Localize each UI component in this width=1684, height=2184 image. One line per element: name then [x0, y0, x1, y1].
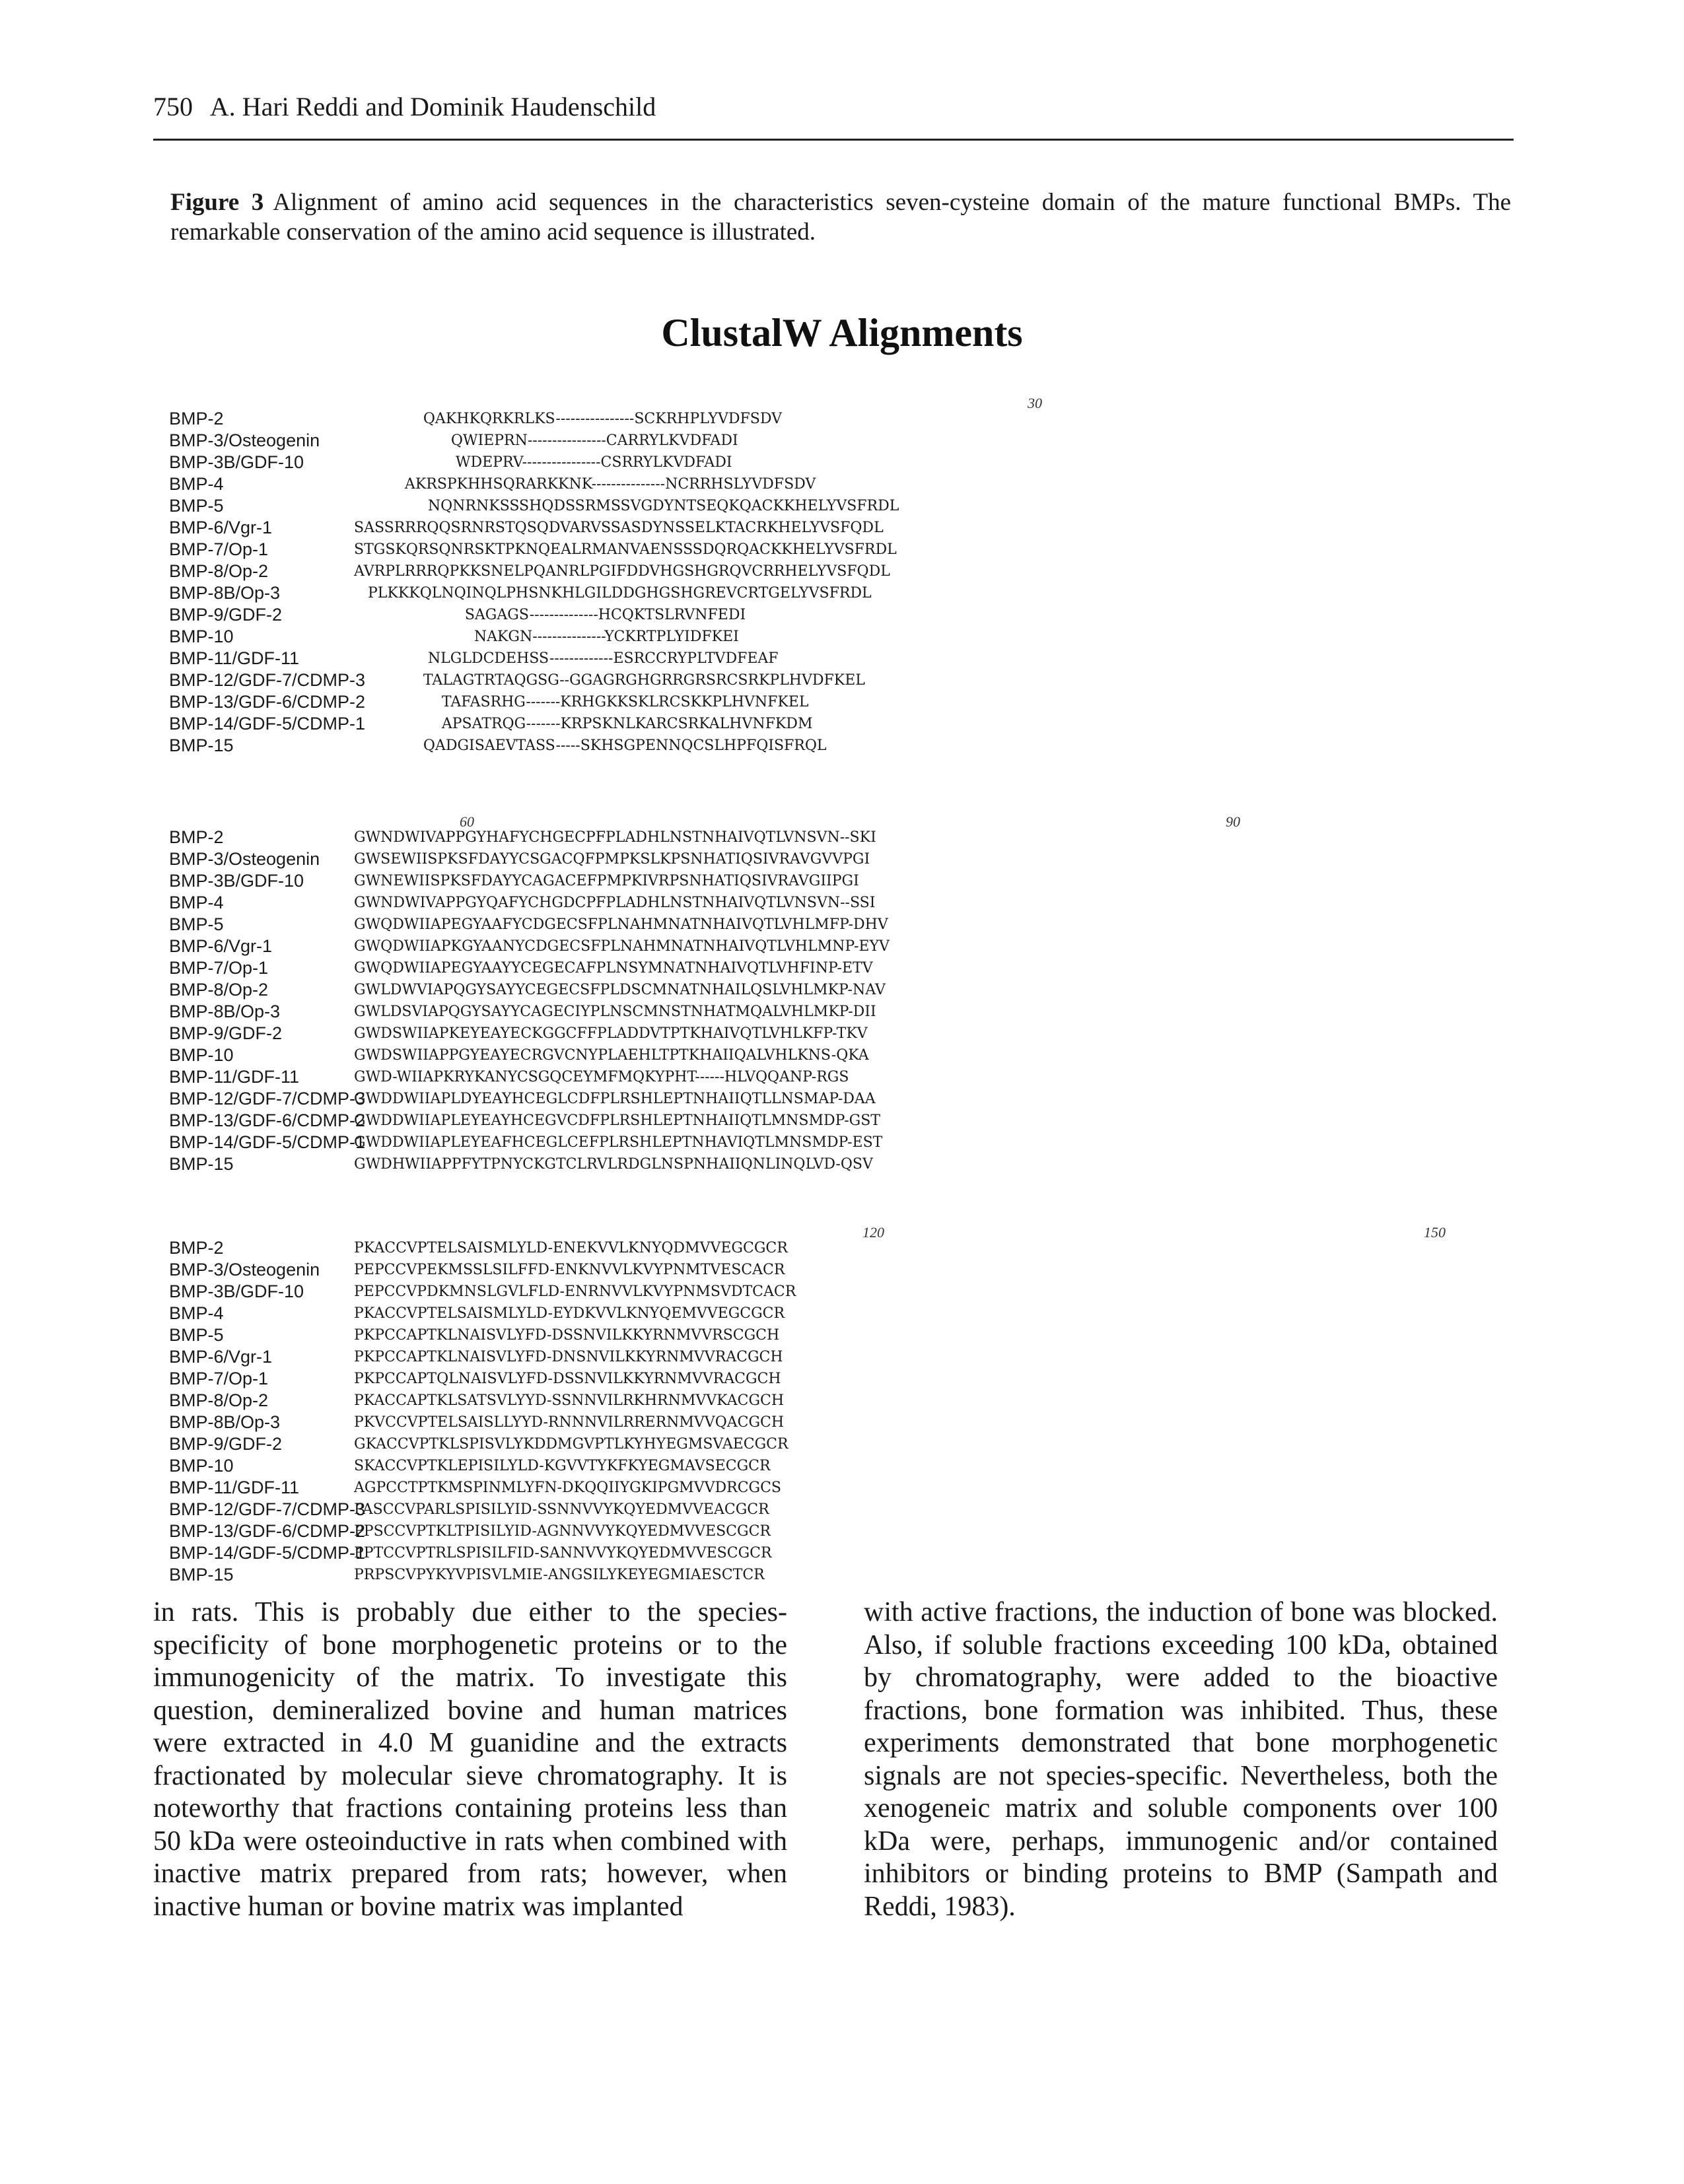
sequence-name: BMP-8B/Op-3	[169, 1002, 281, 1021]
sequence-name: BMP-13/GDF-6/CDMP-2	[169, 1521, 366, 1541]
sequence-name: BMP-4	[169, 474, 224, 494]
sequence-name: BMP-12/GDF-7/CDMP-3	[169, 670, 366, 690]
position-marker: 150	[1424, 1224, 1446, 1241]
sequence-row: GWNDWIVAPPGYHAFYCHGECPFPLADHLNSTNHAIVQTLVNSVN--SKI	[354, 829, 876, 846]
sequence-row: GWNEWIISPKSFDAYYCAGACEFPMPKIVRPSNHATIQSIVRAVGIIPGI	[354, 873, 859, 889]
sequence-name: BMP-5	[169, 914, 224, 934]
sequence-row: GWDDWIIAPLDYEAYHCEGLCDFPLRSHLEPTNHAIIQTLLNSMAP-DAA	[354, 1091, 876, 1107]
sequence-name: BMP-13/GDF-6/CDMP-2	[169, 692, 366, 712]
sequence-row: AGPCCTPTKMSPINMLYFN-DKQQIIYGKIPGMVVDRCGCS	[354, 1480, 782, 1496]
sequence-name: BMP-7/Op-1	[169, 1369, 269, 1388]
running-head-authors: A. Hari Reddi and Dominik Haudenschild	[209, 92, 656, 121]
sequence-name: BMP-5	[169, 496, 224, 516]
sequence-name: BMP-8/Op-2	[169, 561, 269, 581]
sequence-name: BMP-8B/Op-3	[169, 1412, 281, 1432]
position-marker: 120	[862, 1224, 884, 1241]
sequence-name: BMP-11/GDF-11	[169, 1067, 300, 1087]
sequence-row: TALAGTRTAQGSG--GGAGRGHGRRGRSRCSRKPLHVDFKEL	[354, 672, 865, 689]
sequence-row: PPTCCVPTRLSPISILFID-SANNVVYKQYEDMVVESCGCR	[354, 1545, 772, 1561]
sequence-row: QADGISAEVTASS-----SKHSGPENNQCSLHPFQISFRQL	[354, 737, 827, 754]
sequence-row: WDEPRV----------------CSRRYLKVDFADI	[354, 454, 732, 471]
sequence-name: BMP-9/GDF-2	[169, 1434, 283, 1454]
sequence-row: SAGAGS--------------HCQKTSLRVNFEDI	[354, 607, 746, 623]
sequence-row: AVRPLRRRQPKKSNELPQANRLPGIFDDVHGSHGRQVCRRHELYVSFQDL	[354, 563, 890, 580]
position-marker: 60	[460, 813, 474, 830]
sequence-name: BMP-8/Op-2	[169, 1390, 269, 1410]
sequence-row: PKPCCAPTKLNAISVLYFD-DSSNVILKKYRNMVVRSCGCH	[354, 1327, 780, 1344]
sequence-row: GWDDWIIAPLEYEAFHCEGLCEFPLRSHLEPTNHAVIQTLMNSMDP-EST	[354, 1134, 883, 1151]
body-text-right: with active fractions, the induction of bone was blocked. Also, if soluble fractions exceeding 100 kDa, obtained by chromatography, were added to the bioactive fractions, bone formation was inhibited. Thus, these experiments demonstrated that bone morphogenetic signals are not species-specific. Nevertheless, both the xenogeneic matrix and soluble components over 100 kDa were, perhaps, immunogenic and/or contained inhibitors or binding proteins to BMP (Sampath and Reddi, 1983).	[864, 1597, 1498, 1922]
sequence-row: QWIEPRN----------------CARRYLKVDFADI	[354, 432, 738, 449]
sequence-name: BMP-7/Op-1	[169, 958, 269, 978]
position-marker: 90	[1226, 813, 1240, 830]
sequence-rows	[354, 408, 899, 757]
sequence-name: BMP-2	[169, 1238, 224, 1258]
sequence-row: GWNDWIVAPPGYQAFYCHGDCPFPLADHLNSTNHAIVQTLVNSVN--SSI	[354, 895, 876, 911]
sequence-row: SASSRRRQQSRNRSTQSQDVARVSSASDYNSSELKTACRKHELYVSFQDL	[354, 520, 884, 536]
sequence-name: BMP-11/GDF-11	[169, 1478, 300, 1497]
sequence-row: QAKHKQRKRLKS----------------SCKRHPLYVDFSDV	[354, 411, 782, 427]
sequence-row: PPSCCVPTKLTPISILYID-AGNNVVYKQYEDMVVESCGCR	[354, 1523, 771, 1540]
sequence-name: BMP-5	[169, 1325, 224, 1345]
sequence-name: BMP-9/GDF-2	[169, 605, 283, 625]
sequence-row: GWDDWIIAPLEYEAYHCEGVCDFPLRSHLEPTNHAIIQTLMNSMDP-GST	[354, 1112, 880, 1129]
sequence-rows	[354, 1237, 796, 1586]
sequence-name: BMP-15	[169, 1565, 234, 1585]
sequence-row: GWLDSVIAPQGYSAYYCAGECIYPLNSCMNSTNHATMQALVHLMKP-DII	[354, 1004, 876, 1020]
sequence-name: BMP-14/GDF-5/CDMP-1	[169, 1543, 366, 1563]
alignment-block-1	[169, 395, 1516, 778]
sequence-row: TAFASRHG-------KRHGKKSKLRCSKKPLHVNFKEL	[354, 694, 809, 710]
sequence-row: PKACCVPTELSAISMLYLD-ENEKVVLKNYQDMVVEGCGCR	[354, 1240, 788, 1256]
sequence-row: NLGLDCDEHSS-------------ESRCCRYPLTVDFEAF	[354, 650, 779, 667]
sequence-name: BMP-3/Osteogenin	[169, 430, 320, 450]
sequence-row: GWLDWVIAPQGYSAYYCEGECSFPLDSCMNATNHAILQSLVHLMKP-NAV	[354, 982, 886, 998]
sequence-row: APSATRQG-------KRPSKNLKARCSRKALHVNFKDM	[354, 716, 813, 732]
sequence-name: BMP-10	[169, 1045, 234, 1065]
sequence-row: PKVCCVPTELSAISLLYYD-RNNNVILRRERNMVVQACGCH	[354, 1414, 785, 1431]
figure-title: ClustalW Alignments	[661, 311, 1023, 355]
sequence-row: AKRSPKHHSQRARKKNK---------------NCRRHSLYVDFSDV	[354, 476, 816, 493]
sequence-row: PKACCAPTKLSATSVLYYD-SSNNVILRKHRNMVVKACGCH	[354, 1392, 785, 1409]
sequence-name: BMP-10	[169, 627, 234, 646]
alignment-block-3	[169, 1224, 1516, 1607]
running-head	[153, 91, 1514, 122]
sequence-row: GWD-WIIAPKRYKANYCSGQCEYMFMQKYPHT------HLVQQANP-RGS	[354, 1069, 849, 1085]
sequence-name: BMP-10	[169, 1456, 234, 1476]
sequence-row: PEPCCVPDKMNSLGVLFLD-ENRNVVLKVYPNMSVDTCACR	[354, 1283, 796, 1300]
sequence-row: PEPCCVPEKMSSLSILFFD-ENKNVVLKVYPNMTVESCACR	[354, 1262, 785, 1278]
sequence-row: NAKGN---------------YCKRTPLYIDFKEI	[354, 629, 739, 645]
sequence-row: GWDSWIIAPKEYEAYECKGGCFFPLADDVTPTKHAIVQTLVHLKFP-TKV	[354, 1025, 868, 1042]
sequence-row: GWDSWIIAPPGYEAYECRGVCNYPLAEHLTPTKHAIIQALVHLKNS-QKA	[354, 1047, 869, 1064]
sequence-row: PKPCCAPTQLNAISVLYFD-DSSNVILKKYRNMVVRACGCH	[354, 1371, 781, 1387]
sequence-name: BMP-3B/GDF-10	[169, 452, 304, 472]
sequence-rows	[354, 827, 890, 1175]
sequence-name: BMP-7/Op-1	[169, 539, 269, 559]
alignment-block-2	[169, 813, 1516, 1196]
sequence-row: GWSEWIISPKSFDAYYCSGACQFPMPKSLKPSNHATIQSIVRAVGVVPGI	[354, 851, 870, 868]
sequence-name: BMP-15	[169, 735, 234, 755]
sequence-name: BMP-6/Vgr-1	[169, 518, 273, 537]
body-text-left: in rats. This is probably due either to the species-specificity of bone morphogenetic proteins or to the immunogenicity of the matrix. To investigate this question, demineralized bovine and human matrices were extracted in 4.0 M guanidine and the extracts fractionated by molecular sieve chromatography. It is noteworthy that fractions containing proteins less than 50 kDa were osteoinductive in rats when combined with inactive matrix prepared from rats; however, when inactive human or bovine matrix was implanted	[153, 1597, 787, 1922]
sequence-name: BMP-3B/GDF-10	[169, 871, 304, 891]
sequence-name: BMP-3B/GDF-10	[169, 1281, 304, 1301]
sequence-name: BMP-2	[169, 827, 224, 847]
sequence-row: PRPSCVPYKYVPISVLMIE-ANGSILYKEYEGMIAESCTCR	[354, 1567, 765, 1583]
sequence-name: BMP-4	[169, 893, 224, 912]
page-number: 750	[153, 92, 193, 121]
sequence-name: BMP-6/Vgr-1	[169, 1347, 273, 1367]
header-rule	[153, 139, 1514, 141]
sequence-name: BMP-9/GDF-2	[169, 1023, 283, 1043]
sequence-name: BMP-14/GDF-5/CDMP-1	[169, 714, 366, 734]
sequence-row: STGSKQRSQNRSKTPKNQEALRMANVAENSSSDQRQACKKHELYVSFRDL	[354, 541, 897, 558]
sequence-name: BMP-8B/Op-3	[169, 583, 281, 603]
sequence-row: PKACCVPTELSAISMLYLD-EYDKVVLKNYQEMVVEGCGCR	[354, 1305, 785, 1322]
sequence-row: PKPCCAPTKLNAISVLYFD-DNSNVILKKYRNMVVRACGCH	[354, 1349, 783, 1365]
sequence-row: GWQDWIIAPKGYAANYCDGECSFPLNAHMNATNHAIVQTLVHLMNP-EYV	[354, 938, 890, 955]
sequence-name: BMP-8/Op-2	[169, 980, 269, 1000]
sequence-name: BMP-14/GDF-5/CDMP-1	[169, 1132, 366, 1152]
sequence-row: SKACCVPTKLEPISILYLD-KGVVTYKFKYEGMAVSECGCR	[354, 1458, 771, 1474]
sequence-name: BMP-3/Osteogenin	[169, 1260, 320, 1280]
sequence-names	[169, 408, 365, 757]
sequence-row: PASCCVPARLSPISILYID-SSNNVVYKQYEDMVVEACGCR	[354, 1501, 769, 1518]
sequence-name: BMP-13/GDF-6/CDMP-2	[169, 1110, 366, 1130]
sequence-row: GWQDWIIAPEGYAAFYCDGECSFPLNAHMNATNHAIVQTLVHLMFP-DHV	[354, 916, 888, 933]
sequence-names	[169, 1237, 365, 1586]
sequence-row: NQNRNKSSSHQDSSRMSSVGDYNTSEQKQACKKHELYVSFRDL	[354, 498, 899, 514]
sequence-name: BMP-11/GDF-11	[169, 648, 300, 668]
position-marker: 30	[1028, 395, 1042, 411]
figure-caption	[170, 188, 1511, 247]
figure-caption-text: Alignment of amino acid sequences in the characteristics seven-cysteine domain of the mature functional BMPs. The remarkable conservation of the amino acid sequence is illustrated.	[170, 189, 1511, 246]
sequence-row: GWQDWIIAPEGYAAYYCEGECAFPLNSYMNATNHAIVQTLVHFINP-ETV	[354, 960, 873, 976]
sequence-row: GWDHWIIAPPFYTPNYCKGTCLRVLRDGLNSPNHAIIQNLINQLVD-QSV	[354, 1156, 873, 1173]
sequence-row: GKACCVPTKLSPISVLYKDDMGVPTLKYHYEGMSVAECGCR	[354, 1436, 789, 1452]
sequence-row: PLKKKQLNQINQLPHSNKHLGILDDGHGSHGREVCRTGELYVSFRDL	[354, 585, 872, 601]
sequence-name: BMP-12/GDF-7/CDMP-3	[169, 1089, 366, 1109]
sequence-name: BMP-3/Osteogenin	[169, 849, 320, 869]
sequence-name: BMP-15	[169, 1154, 234, 1174]
sequence-name: BMP-2	[169, 409, 224, 428]
sequence-name: BMP-12/GDF-7/CDMP-3	[169, 1499, 366, 1519]
sequence-name: BMP-6/Vgr-1	[169, 936, 273, 956]
sequence-name: BMP-4	[169, 1303, 224, 1323]
figure-label: Figure 3	[170, 189, 264, 216]
sequence-names	[169, 827, 365, 1175]
